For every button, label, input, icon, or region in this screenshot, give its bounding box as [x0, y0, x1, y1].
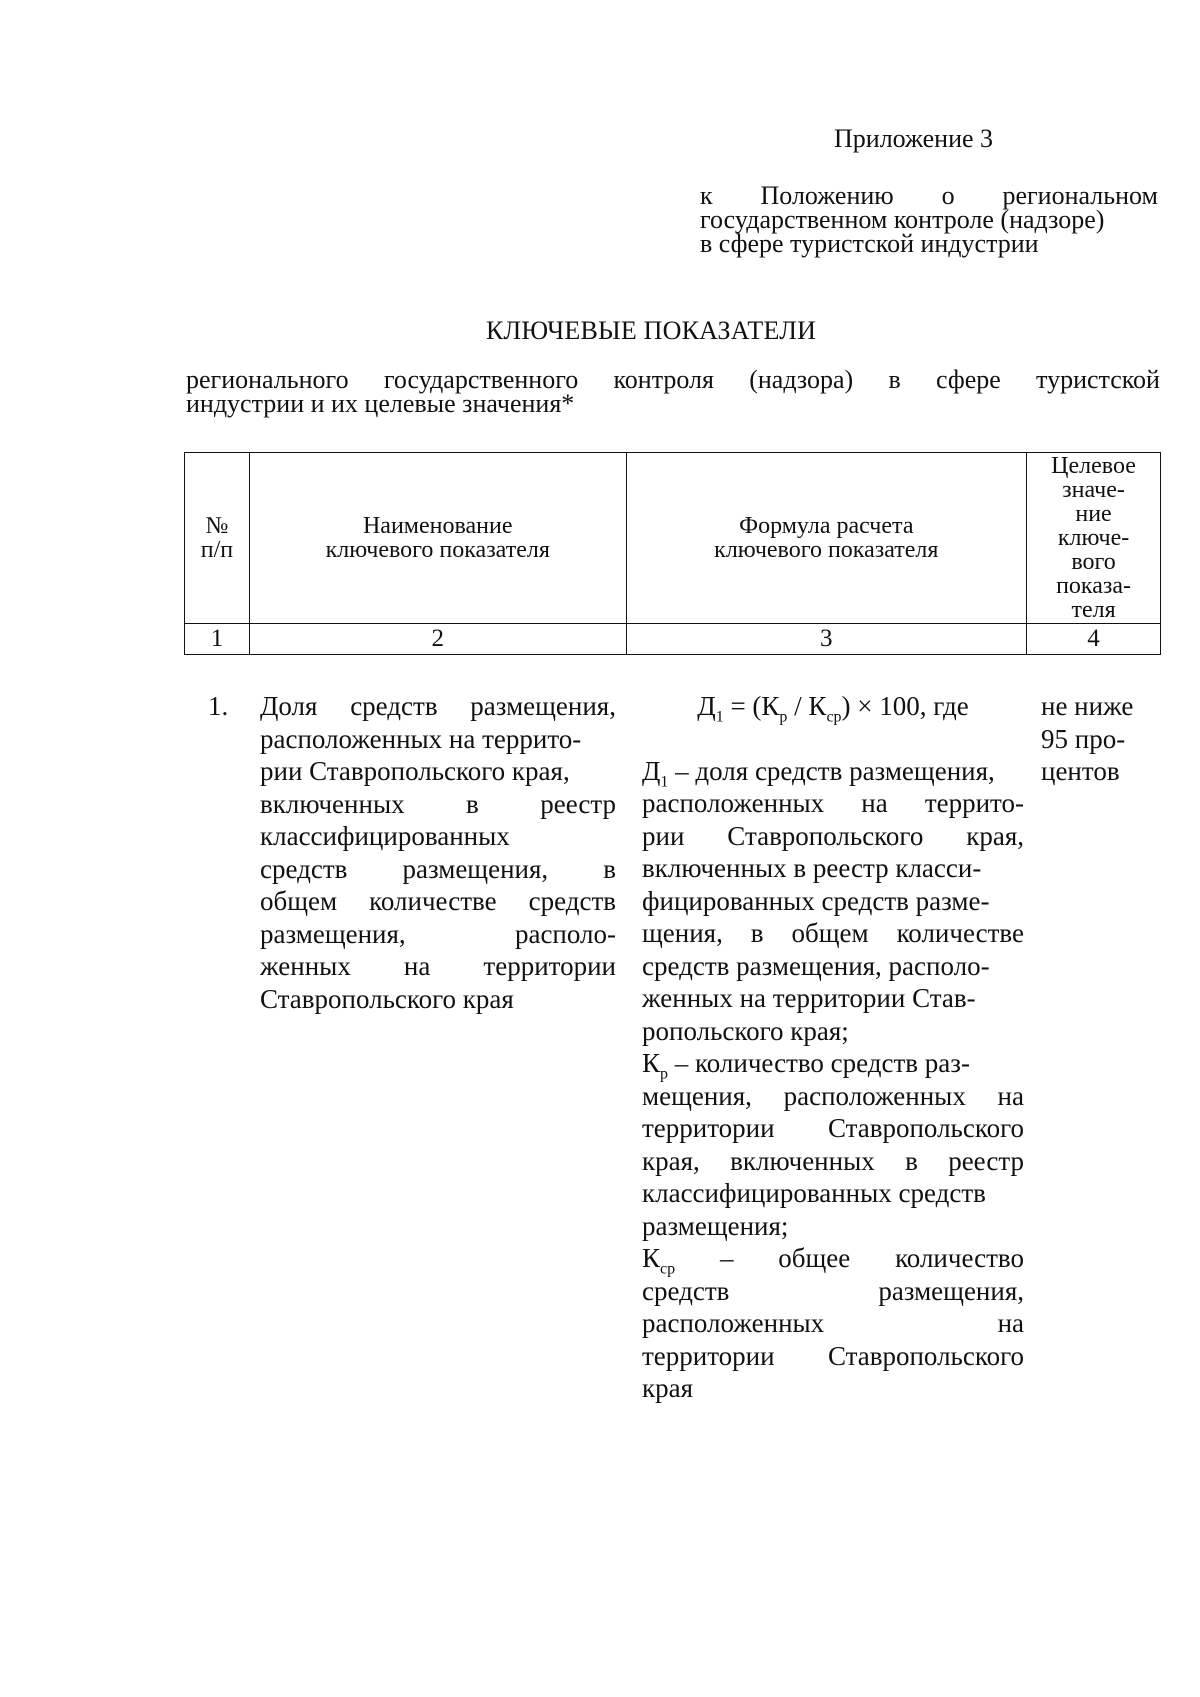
text-line — [642, 1145, 1024, 1178]
appendix-title: Приложение 3 — [834, 124, 994, 153]
column-number-cell: 4 — [1027, 624, 1161, 655]
word: включенных — [260, 788, 405, 819]
formula-expression — [642, 690, 1024, 726]
word: размещения, — [470, 691, 616, 721]
text-line — [642, 917, 1024, 950]
header-text: ключевого показателя — [714, 537, 939, 563]
header-cell-formula — [626, 453, 1027, 624]
appendix-sub-line-2: государственном контроле (надзоре) — [700, 205, 1105, 234]
header-text: п/п — [200, 537, 234, 563]
header-text: значе- — [1062, 477, 1125, 503]
word: средств — [350, 691, 438, 721]
word: края — [642, 1373, 694, 1403]
text-line — [642, 1340, 1024, 1373]
word: реестр — [540, 788, 616, 819]
header-text: показа- — [1056, 573, 1131, 599]
word: террито- — [924, 788, 1024, 818]
text-line — [260, 723, 616, 756]
formula-text: ) × 100, где — [841, 691, 969, 721]
header-text: теля — [1071, 597, 1116, 623]
word: включенных — [730, 1145, 875, 1176]
word: средств — [260, 853, 348, 884]
word: общем — [260, 886, 338, 916]
definition-ksr — [642, 1242, 1024, 1278]
word: о — [941, 181, 955, 210]
document-title: КЛЮЧЕВЫЕ ПОКАЗАТЕЛИ — [486, 316, 817, 345]
word: женных — [260, 951, 351, 981]
header-text: ключевого показателя — [325, 537, 550, 563]
formula-subscript: р — [660, 1065, 669, 1083]
definition-d1 — [642, 755, 1024, 788]
header-text: ние — [1075, 501, 1112, 527]
text-line — [260, 788, 616, 821]
word: рии Ставропольского края, — [260, 756, 570, 786]
text-line — [260, 950, 616, 983]
word: размещения, — [260, 918, 406, 949]
word: средств — [642, 1275, 730, 1306]
target-line: не ниже — [1041, 691, 1134, 721]
word: к — [700, 181, 713, 210]
indicators-header-table — [184, 452, 1161, 655]
formula-subscript: 1 — [660, 772, 669, 790]
formula-text: / К — [787, 691, 827, 721]
word: края, — [642, 1145, 700, 1176]
text-line — [642, 950, 1024, 983]
text-line — [642, 885, 1024, 918]
word: Ставропольского — [827, 1340, 1024, 1371]
definition-text: – доля средств размещения, — [668, 755, 995, 786]
word: территории — [642, 1340, 775, 1371]
indicator-target-value — [1041, 690, 1159, 788]
word: Доля — [260, 691, 318, 721]
definition-kp-continued — [642, 1080, 1024, 1243]
word: государственного — [383, 365, 579, 394]
header-text: Формула расчета — [739, 513, 914, 539]
word: Положению — [760, 181, 894, 210]
word: количестве — [896, 918, 1024, 948]
word: на — [997, 1080, 1024, 1111]
text-line — [642, 1177, 1024, 1210]
text-line — [260, 918, 616, 951]
appendix-sub-line-3: в сфере туристской индустрии — [700, 229, 1039, 258]
word: классифицированных — [260, 821, 510, 851]
word: общее — [778, 1243, 851, 1273]
word: сфере — [936, 365, 1001, 394]
word: территории — [642, 1113, 775, 1143]
table-header-row — [185, 453, 1161, 624]
header-cell-name — [249, 453, 626, 624]
text-line — [642, 787, 1024, 820]
text-line — [642, 820, 1024, 853]
table-column-number-row — [185, 624, 1161, 655]
text-line — [642, 1112, 1024, 1145]
subtitle-line-2: индустрии и их целевые значения* — [186, 389, 575, 418]
column-number-cell: 3 — [626, 624, 1027, 655]
text-line — [642, 1210, 1024, 1243]
document-subtitle — [186, 365, 1160, 418]
formula-subscript: ср — [660, 1260, 676, 1278]
word: располо- — [514, 918, 616, 949]
header-text: вого — [1071, 549, 1116, 575]
word: расположенных на террито- — [260, 723, 582, 754]
word: – — [719, 1243, 734, 1273]
text-line — [642, 1372, 1024, 1405]
text-line — [260, 755, 616, 788]
formula-symbol: К — [642, 1048, 661, 1078]
word: включенных в реестр класси- — [642, 853, 982, 883]
word: общем — [791, 918, 869, 948]
indicator-formula — [642, 690, 1024, 1405]
word: количестве — [369, 886, 497, 916]
text-line — [642, 982, 1024, 1015]
word: рии — [642, 820, 685, 851]
formula-subscript: 1 — [715, 708, 724, 726]
word: размещения, — [878, 1275, 1024, 1306]
header-text: Целевое — [1051, 453, 1136, 479]
word: расположенных — [642, 788, 825, 818]
row-number: 1. — [208, 691, 229, 721]
text-line — [260, 983, 616, 1016]
word: мещения, — [642, 1080, 752, 1111]
text-line — [642, 1307, 1024, 1340]
appendix-subtitle — [700, 181, 1158, 258]
definition-d1-continued — [642, 787, 1024, 1047]
text-line — [260, 885, 616, 918]
definition-kp — [642, 1047, 1024, 1083]
word: на — [861, 788, 888, 818]
formula-symbol: К — [642, 1243, 661, 1273]
word: размещения, — [402, 853, 549, 884]
word: в — [466, 788, 479, 819]
formula-symbol: Д — [642, 755, 661, 786]
column-number-cell: 1 — [185, 624, 250, 655]
text-line — [642, 1275, 1024, 1308]
word: в — [750, 918, 764, 948]
formula-subscript: р — [779, 708, 788, 726]
word: фицированных средств разме- — [642, 885, 990, 916]
word: контроля — [613, 365, 714, 394]
word: в — [603, 853, 616, 884]
word: в — [905, 1145, 918, 1176]
header-cell-target — [1027, 453, 1161, 624]
word: региональном — [1002, 181, 1158, 210]
formula-symbol-group — [642, 1242, 676, 1278]
definition-ksr-continued — [642, 1275, 1024, 1405]
word: Ставропольского края — [260, 983, 514, 1014]
word: размещения; — [642, 1210, 789, 1241]
word: на — [403, 951, 431, 981]
word: ропольского края; — [642, 1015, 849, 1046]
formula-text: = (К — [723, 691, 780, 721]
formula-subscript: ср — [826, 708, 842, 726]
indicator-name — [260, 690, 616, 1015]
word: средств — [528, 886, 616, 916]
text-line — [642, 1080, 1024, 1113]
target-line: центов — [1041, 756, 1120, 786]
header-text: ключе- — [1057, 525, 1130, 551]
word: расположенных — [642, 1308, 825, 1338]
text-line — [260, 690, 616, 723]
word: Ставропольского — [827, 1113, 1024, 1143]
word: в — [888, 365, 901, 394]
column-number-cell: 2 — [249, 624, 626, 655]
definition-text: – количество средств раз- — [668, 1048, 970, 1078]
word: женных на территории Став- — [642, 983, 976, 1013]
header-text: Наименование — [362, 513, 513, 539]
text-line — [642, 852, 1024, 885]
text-line — [260, 820, 616, 853]
text-line — [642, 1015, 1024, 1048]
word: реестр — [948, 1145, 1024, 1176]
word: средств размещения, располо- — [642, 950, 990, 981]
word: территории — [483, 951, 616, 981]
formula-symbol: Д — [697, 691, 716, 721]
word: расположенных — [783, 1080, 966, 1111]
word: количество — [895, 1243, 1024, 1273]
word: регионального — [186, 365, 349, 394]
word: на — [997, 1308, 1024, 1338]
word: (надзора) — [749, 365, 854, 394]
target-line: 95 про- — [1041, 723, 1126, 754]
word: Ставропольского — [727, 820, 924, 851]
header-cell-number — [185, 453, 250, 624]
text-line — [260, 853, 616, 886]
word: щения, — [642, 918, 723, 948]
word: края, — [966, 820, 1024, 851]
word: туристской — [1036, 365, 1160, 394]
word: классифицированных средств — [642, 1178, 986, 1208]
header-text: № — [205, 513, 229, 539]
